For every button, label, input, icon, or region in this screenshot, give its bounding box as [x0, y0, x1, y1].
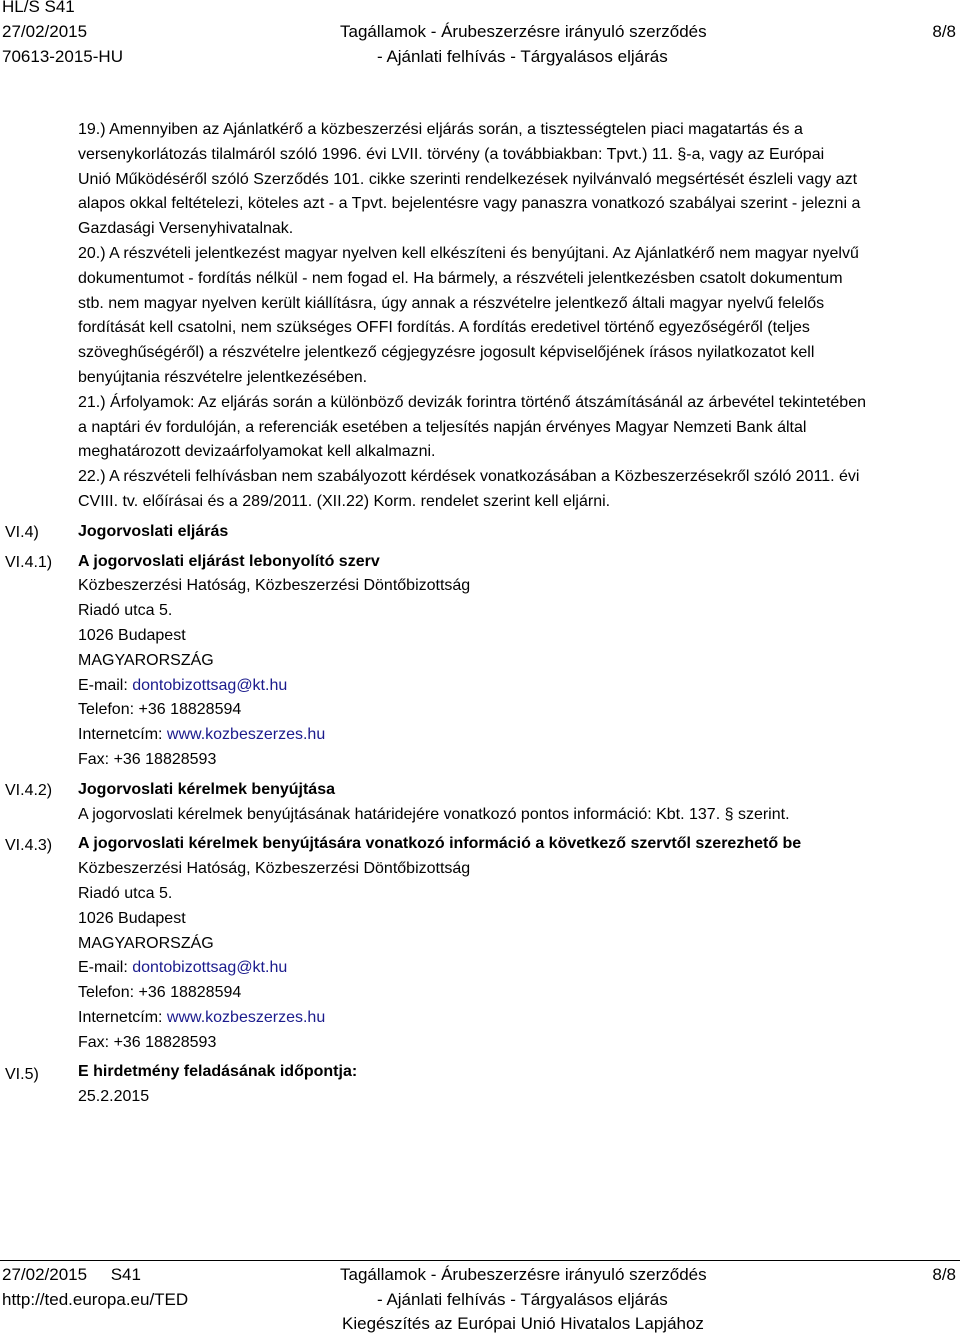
fax-label: Fax:: [78, 1033, 114, 1051]
section-title-vi42: Jogorvoslati kérelmek benyújtása: [78, 780, 335, 798]
vi43-fax: +36 18828593: [113, 1033, 217, 1051]
page-header: [0, 0, 960, 70]
web-label: Internetcím:: [78, 726, 167, 744]
section-number-vi42: VI.4.2): [5, 782, 53, 799]
vi41-fax-row: [78, 748, 958, 773]
p20-line: benyújtania részvételre jelentkezésében.: [78, 368, 368, 386]
p19-line: versenykorlátozás tilalmáról szóló 1996. évi LVII. törvény (a továbbiakban: Tpvt.) 11. §-a, vagy az Európai: [78, 145, 825, 163]
p20-line: 20.) A részvételi jelentkezést magyar nyelven kell elkészíteni és benyújtani. Az Ajánlatkérő nem magyar nyelvű: [78, 244, 859, 262]
vi41-fax: +36 18828593: [113, 750, 217, 768]
vi43-phone-row: [78, 981, 958, 1006]
p20-line: fordítását kell csatolni, nem szükséges OFFI fordítás. A fordítás eredetivel történő egyezőségéről (teljes: [78, 319, 810, 337]
phone-label: Telefon:: [78, 701, 139, 719]
vi42-text: A jogorvoslati kérelmek benyújtásának határidejére vonatkozó pontos információ: Kbt. 137. § szerint.: [78, 805, 790, 823]
p19-line: alapos okkal feltételezi, köteles azt - a Tpvt. bejelentésre vagy panaszra vonatkozó szabályai szerint - jelezni a: [78, 195, 861, 213]
p22-line: 22.) A részvételi felhívásban nem szabályozott kérdések vonatkozásában a Közbeszerzésekről szóló 2011. évi: [78, 468, 860, 486]
header-title-1: Tagállamok - Árubeszerzésre irányuló szerződés: [340, 22, 707, 41]
footer-title-2: - Ajánlati felhívás - Tárgyalásos eljárás: [377, 1290, 668, 1309]
vi43-phone: +36 18828594: [138, 984, 242, 1002]
vi41-org: Közbeszerzési Hatóság, Közbeszerzési Döntőbizottság: [78, 577, 471, 595]
p20-line: dokumentumot - fordítás nélkül - nem fogad el. Ha bármely, a részvételi jelentkezésben csatolt dokumentum: [78, 269, 843, 287]
footer-title-1: Tagállamok - Árubeszerzésre irányuló szerződés: [340, 1265, 707, 1284]
vi43-fax-row: [78, 1031, 958, 1056]
p19-line: 19.) Amennyiben az Ajánlatkérő a közbeszerzési eljárás során, a tisztességtelen piaci magatartás és a: [78, 121, 803, 138]
phone-label: Telefon:: [78, 984, 139, 1002]
vi43-web-link[interactable]: www.kozbeszerzes.hu: [166, 1008, 326, 1026]
p20-line: stb. nem magyar nyelven került kiállításra, úgy annak a részvételre jelentkező általi magyar nyelvű felelős: [78, 294, 825, 312]
vi41-street: Riadó utca 5.: [78, 602, 173, 620]
p21-line: a naptári év fordulóján, a referenciák esetében a teljesítés napján érvényes Magyar Nemzeti Bank által: [78, 418, 807, 436]
section-number-vi43: VI.4.3): [5, 837, 53, 854]
p21-line: 21.) Árfolyamok: Az eljárás során a különböző devizák forintra történő átszámításánál az árbevétel tekintetében: [78, 393, 866, 411]
section-title-vi43: A jogorvoslati kérelmek benyújtására vonatkozó információ a következő szervtől szerezhető be: [78, 835, 802, 853]
email-label: E-mail:: [78, 959, 133, 977]
p19-line: Gazdasági Versenyhivatalnak.: [78, 220, 294, 238]
vi41-phone-row: [78, 698, 958, 723]
section-title-vi4: Jogorvoslati eljárás: [78, 522, 229, 540]
vi41-web-row: [78, 723, 958, 748]
vi43-street: Riadó utca 5.: [78, 884, 173, 902]
page-footer: [0, 1262, 960, 1334]
p22-line: CVIII. tv. előírásai és a 289/2011. (XII.22) Korm. rendelet szerint kell eljárni.: [78, 492, 611, 510]
email-label: E-mail:: [78, 676, 133, 694]
section-number-vi5: VI.5): [5, 1066, 39, 1083]
vi41-email-link[interactable]: dontobizottsag@kt.hu: [132, 676, 288, 694]
section-number-vi41: VI.4.1): [5, 554, 53, 571]
vi41-web-link[interactable]: www.kozbeszerzes.hu: [166, 726, 326, 744]
footer-url[interactable]: http://ted.europa.eu/TED: [2, 1290, 189, 1309]
footer-date-series: 27/02/2015 S41: [2, 1265, 141, 1284]
vi5-date: 25.2.2015: [78, 1088, 150, 1106]
p20-line: szöveghűségéről) a részvételre jelentkező cégjegyzésre jogosult képviselőjének írásos nyilatkozatot kell: [78, 344, 815, 362]
vi43-email-row: [78, 956, 958, 981]
fax-label: Fax:: [78, 750, 114, 768]
vi43-country: MAGYARORSZÁG: [78, 934, 214, 952]
header-page: 8/8: [932, 22, 956, 41]
header-doc-code: HL/S S41: [2, 0, 75, 16]
section-number-vi4: VI.4): [5, 524, 39, 541]
header-ref: 70613-2015-HU: [2, 47, 123, 66]
footer-page: 8/8: [932, 1265, 956, 1284]
p21-line: meghatározott devizaárfolyamokat kell alkalmazni.: [78, 443, 436, 461]
vi41-city: 1026 Budapest: [78, 626, 186, 644]
vi41-phone: +36 18828594: [138, 701, 242, 719]
document-body: [78, 118, 958, 1110]
p19-line: Unió Működéséről szóló Szerződés 101. cikke szerinti rendelkezések nyilvánvaló megsértését észleli vagy azt: [78, 170, 858, 188]
vi43-city: 1026 Budapest: [78, 909, 186, 927]
footer-title-3: Kiegészítés az Európai Unió Hivatalos Lapjához: [342, 1314, 704, 1333]
web-label: Internetcím:: [78, 1008, 167, 1026]
section-title-vi5: E hirdetmény feladásának időpontja:: [78, 1063, 358, 1081]
header-title-2: - Ajánlati felhívás - Tárgyalásos eljárás: [377, 47, 668, 66]
vi43-web-row: [78, 1006, 958, 1031]
header-date: 27/02/2015: [2, 22, 88, 41]
vi43-org: Közbeszerzési Hatóság, Közbeszerzési Döntőbizottság: [78, 860, 471, 878]
vi43-email-link[interactable]: dontobizottsag@kt.hu: [132, 959, 288, 977]
footer-rule: [0, 1260, 960, 1261]
vi41-country: MAGYARORSZÁG: [78, 651, 214, 669]
vi41-email-row: [78, 674, 958, 699]
section-title-vi41: A jogorvoslati eljárást lebonyolító szerv: [78, 552, 380, 570]
